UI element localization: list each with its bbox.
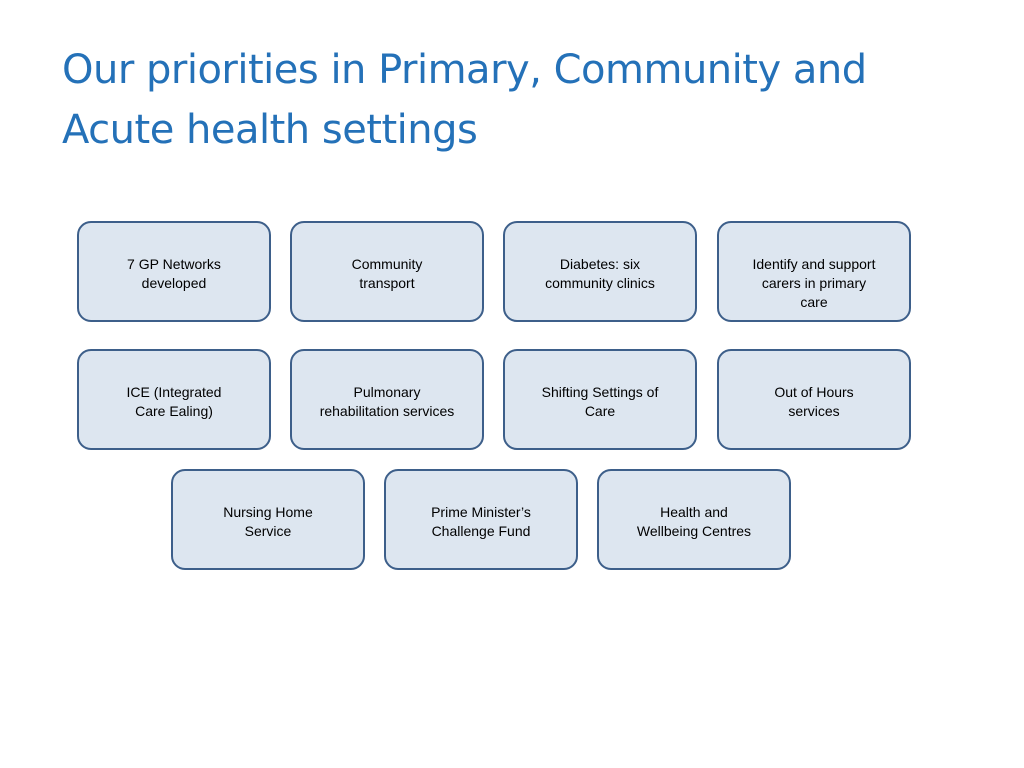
priority-box-label: ICE (Integrated Care Ealing) — [126, 384, 222, 419]
priority-box-pulmonary-rehab — [290, 349, 484, 450]
priority-box-label: Pulmonary rehabilitation services — [319, 384, 455, 419]
priority-box-label: Diabetes: six community clinics — [545, 256, 655, 291]
priority-box-out-of-hours — [717, 349, 911, 450]
slide-title: Our priorities in Primary, Community and Acute health settings — [62, 47, 867, 153]
priority-box-carers-support — [717, 221, 911, 322]
priority-box-label: Health and Wellbeing Centres — [636, 504, 752, 539]
priority-box-nursing-home — [171, 469, 365, 570]
priority-box-label: Community transport — [351, 256, 423, 291]
priority-box-ice — [77, 349, 271, 450]
priority-box-shifting-settings — [503, 349, 697, 450]
priority-box-gp-networks — [77, 221, 271, 322]
priority-box-label: Identify and support carers in primary care — [752, 256, 876, 310]
priority-box-label: Out of Hours services — [774, 384, 854, 419]
priority-box-diabetes-clinics — [503, 221, 697, 322]
priority-box-label: Prime Minister’s Challenge Fund — [431, 504, 531, 539]
priority-box-wellbeing-centres — [597, 469, 791, 570]
priority-box-label: 7 GP Networks developed — [127, 256, 221, 291]
priority-box-label: Shifting Settings of Care — [541, 384, 659, 419]
priority-box-label: Nursing Home Service — [223, 504, 313, 539]
priority-box-pm-challenge-fund — [384, 469, 578, 570]
priority-box-community-transport — [290, 221, 484, 322]
